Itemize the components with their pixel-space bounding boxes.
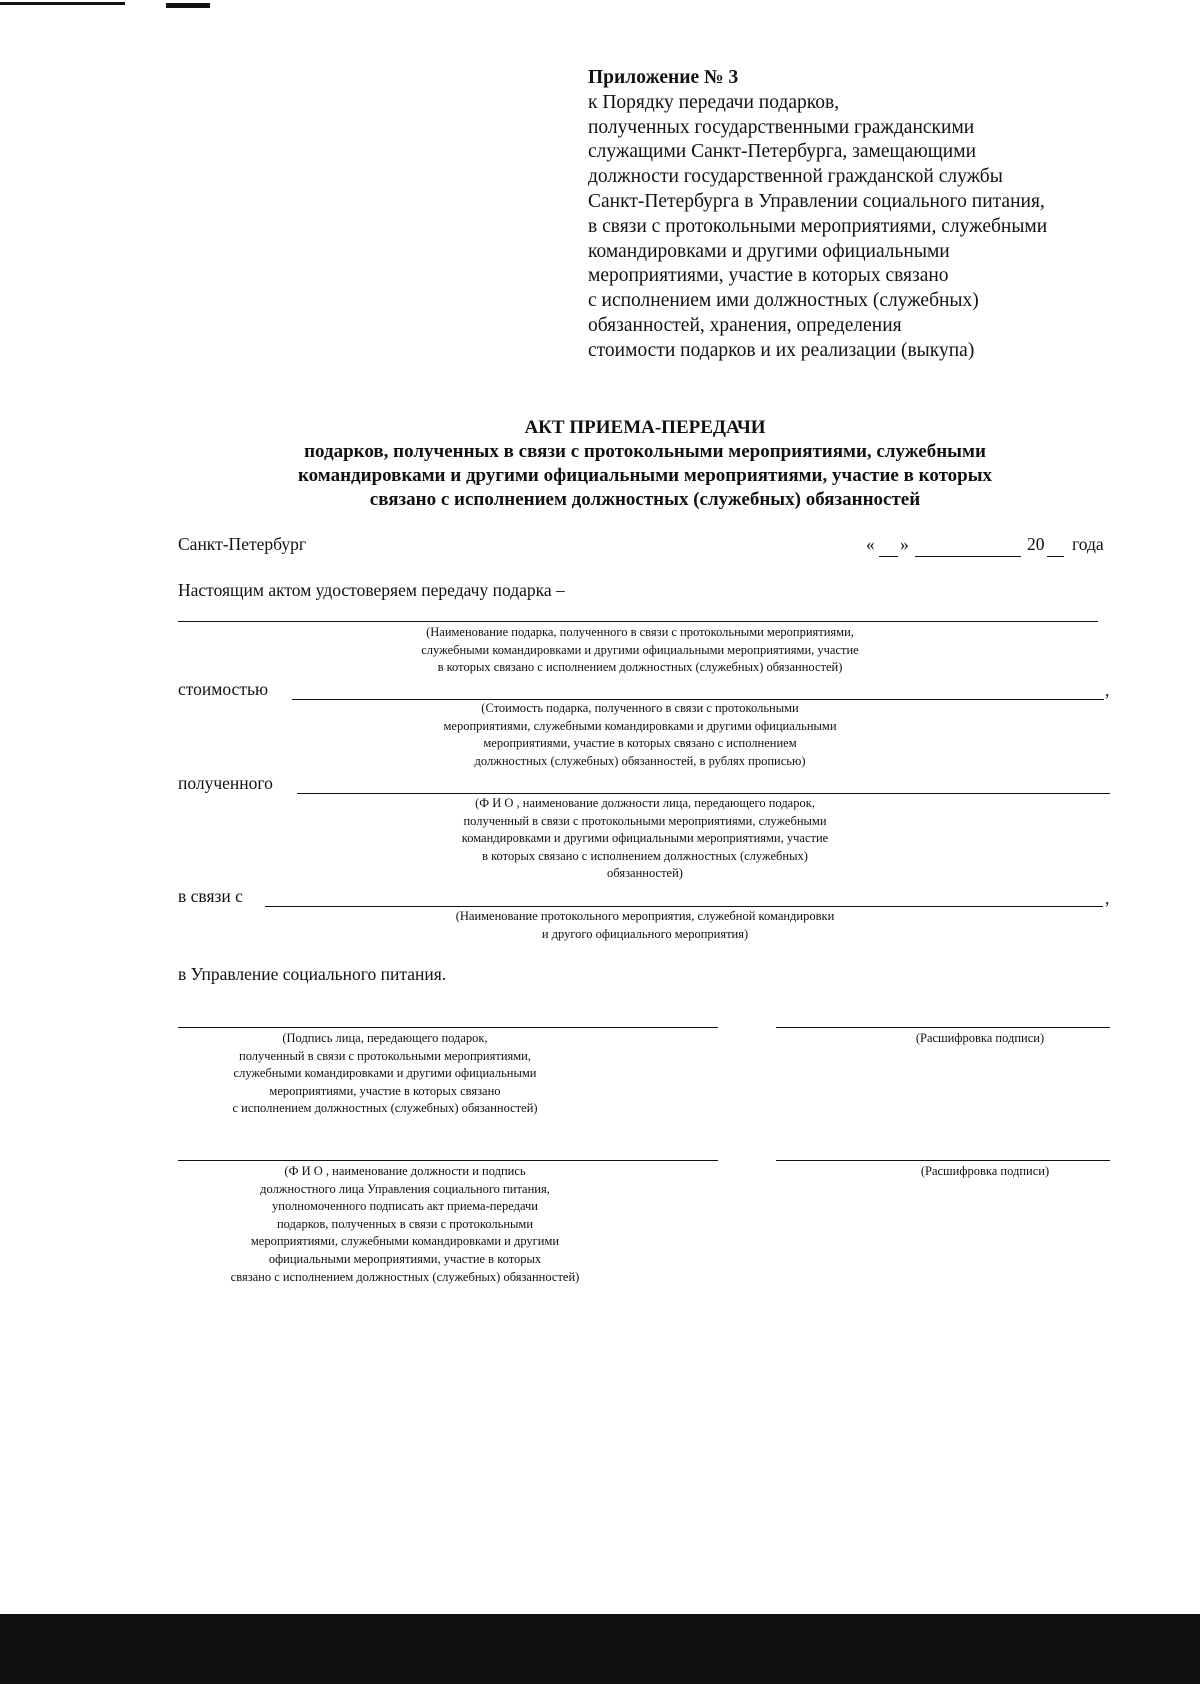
act-subtitle-line: командировками и другими официальными мероприятиями, участие в которых xyxy=(297,465,993,486)
caption-line: должностных (служебных) обязанностей, в рублях прописью) xyxy=(474,753,806,768)
caption-line: и другого официального мероприятия) xyxy=(541,926,749,941)
caption-line: обязанностей) xyxy=(607,866,683,881)
scan-bottom-band xyxy=(0,1614,1200,1684)
caption-line: (Наименование подарка, полученного в связи с протокольными мероприятиями, xyxy=(426,625,854,639)
caption-line: связано с исполнением должностных (служебных) обязанностей) xyxy=(230,1269,580,1284)
appendix-line: должности государственной гражданской службы xyxy=(588,166,1003,188)
appendix-line: стоимости подарков и их реализации (выкупа) xyxy=(588,339,975,361)
caption-line: мероприятиями, служебными командировками и другими официальными xyxy=(443,718,837,733)
giver-signature-field[interactable] xyxy=(178,1027,718,1028)
appendix-title: Приложение № 3 xyxy=(588,67,739,88)
cost-comma: , xyxy=(1105,680,1110,700)
caption-line: полученный в связи с протокольными мероприятиями, служебными xyxy=(463,813,827,828)
received-field[interactable] xyxy=(297,793,1110,794)
giver-decode-caption: (Расшифровка подписи) xyxy=(915,1031,1045,1045)
caption-line: служебными командировками и другими официальными xyxy=(233,1066,537,1081)
act-heading xyxy=(200,416,1090,512)
appendix-line: к Порядку передачи подарков, xyxy=(588,91,840,113)
caption-line: в которых связано с исполнением должностных (служебных) xyxy=(482,848,808,863)
caption-line: (Ф И О , наименование должности лица, передающего подарок, xyxy=(475,796,815,810)
connection-label: в связи с xyxy=(178,886,243,906)
act-subtitle-line: подарков, полученных в связи с протокольными мероприятиями, служебными xyxy=(304,441,986,462)
caption-line: (Наименование протокольного мероприятия, служебной командировки xyxy=(455,909,835,923)
caption-line: служебными командировками и другими официальными мероприятиями, участие xyxy=(421,642,859,657)
caption-line: мероприятиями, участие в которых связано xyxy=(269,1083,501,1098)
caption-line: полученный в связи с протокольными мероприятиями, xyxy=(239,1048,531,1063)
caption-line: официальными мероприятиями, участие в которых xyxy=(268,1251,542,1266)
destination-text: в Управление социального питания. xyxy=(178,964,447,984)
appendix-line: командировками и другими официальными xyxy=(588,240,950,262)
cost-label: стоимостью xyxy=(178,679,269,699)
scan-mark-top-dash xyxy=(166,3,210,8)
connection-caption xyxy=(380,908,910,943)
giver-signature-caption xyxy=(160,1030,610,1118)
date-year-word: года xyxy=(1072,534,1104,554)
caption-line: должностного лица Управления социального питания, xyxy=(260,1181,550,1196)
cost-caption xyxy=(360,700,920,770)
received-label: полученного xyxy=(178,773,273,793)
appendix-line: служащими Санкт-Петербурга, замещающими xyxy=(588,141,977,163)
date-year-field[interactable] xyxy=(1047,556,1064,557)
place-label: Санкт-Петербург xyxy=(178,534,307,554)
date-quote-close: » xyxy=(900,534,909,554)
caption-line: (Стоимость подарка, полученного в связи с протокольными xyxy=(481,701,799,715)
receiver-signature-caption xyxy=(160,1163,650,1286)
caption-line: мероприятиями, служебными командировками и другими xyxy=(250,1234,560,1249)
appendix-line: с исполнением ими должностных (служебных) xyxy=(588,290,979,312)
connection-comma: , xyxy=(1105,888,1110,908)
date-day-field[interactable] xyxy=(879,556,898,557)
appendix-line: мероприятиями, участие в которых связано xyxy=(588,265,949,287)
received-caption xyxy=(380,795,910,883)
appendix-line: Санкт-Петербурга в Управлении социального питания, xyxy=(588,190,1045,212)
appendix-block xyxy=(588,66,1047,364)
caption-line: уполномоченного подписать акт приема-передачи xyxy=(272,1199,538,1214)
scan-mark-top-left xyxy=(0,2,125,5)
receiver-decode-field[interactable] xyxy=(776,1160,1110,1161)
intro-text: Настоящим актом удостоверяем передачу подарка – xyxy=(178,580,565,600)
date-year-prefix: 20 xyxy=(1027,534,1045,554)
receiver-signature-field[interactable] xyxy=(178,1160,718,1161)
appendix-line: обязанностей, хранения, определения xyxy=(588,314,902,336)
act-title: АКТ ПРИЕМА-ПЕРЕДАЧИ xyxy=(524,417,766,438)
appendix-line: в связи с протокольными мероприятиями, служебными xyxy=(588,215,1048,237)
act-subtitle-line: связано с исполнением должностных (служебных) обязанностей xyxy=(369,489,921,510)
caption-line: (Подпись лица, передающего подарок, xyxy=(282,1031,488,1045)
receiver-decode-caption: (Расшифровка подписи) xyxy=(920,1164,1050,1178)
caption-line: подарков, полученных в связи с протокольными xyxy=(276,1216,534,1231)
date-month-field[interactable] xyxy=(915,556,1021,557)
caption-line: в которых связано с исполнением должностных (служебных) обязанностей) xyxy=(437,660,843,675)
appendix-line: полученных государственными гражданскими xyxy=(588,116,975,138)
date-quote-open: « xyxy=(866,534,875,554)
caption-line: мероприятиями, участие в которых связано с исполнением xyxy=(483,736,797,751)
caption-line: (Ф И О , наименование должности и подпись xyxy=(284,1164,526,1178)
gift-name-field[interactable] xyxy=(178,621,1098,622)
giver-decode-field[interactable] xyxy=(776,1027,1110,1028)
gift-caption xyxy=(300,624,980,677)
caption-line: командировками и другими официальными мероприятиями, участие xyxy=(461,831,829,846)
caption-line: с исполнением должностных (служебных) обязанностей) xyxy=(232,1101,538,1116)
connection-field[interactable] xyxy=(265,906,1103,907)
